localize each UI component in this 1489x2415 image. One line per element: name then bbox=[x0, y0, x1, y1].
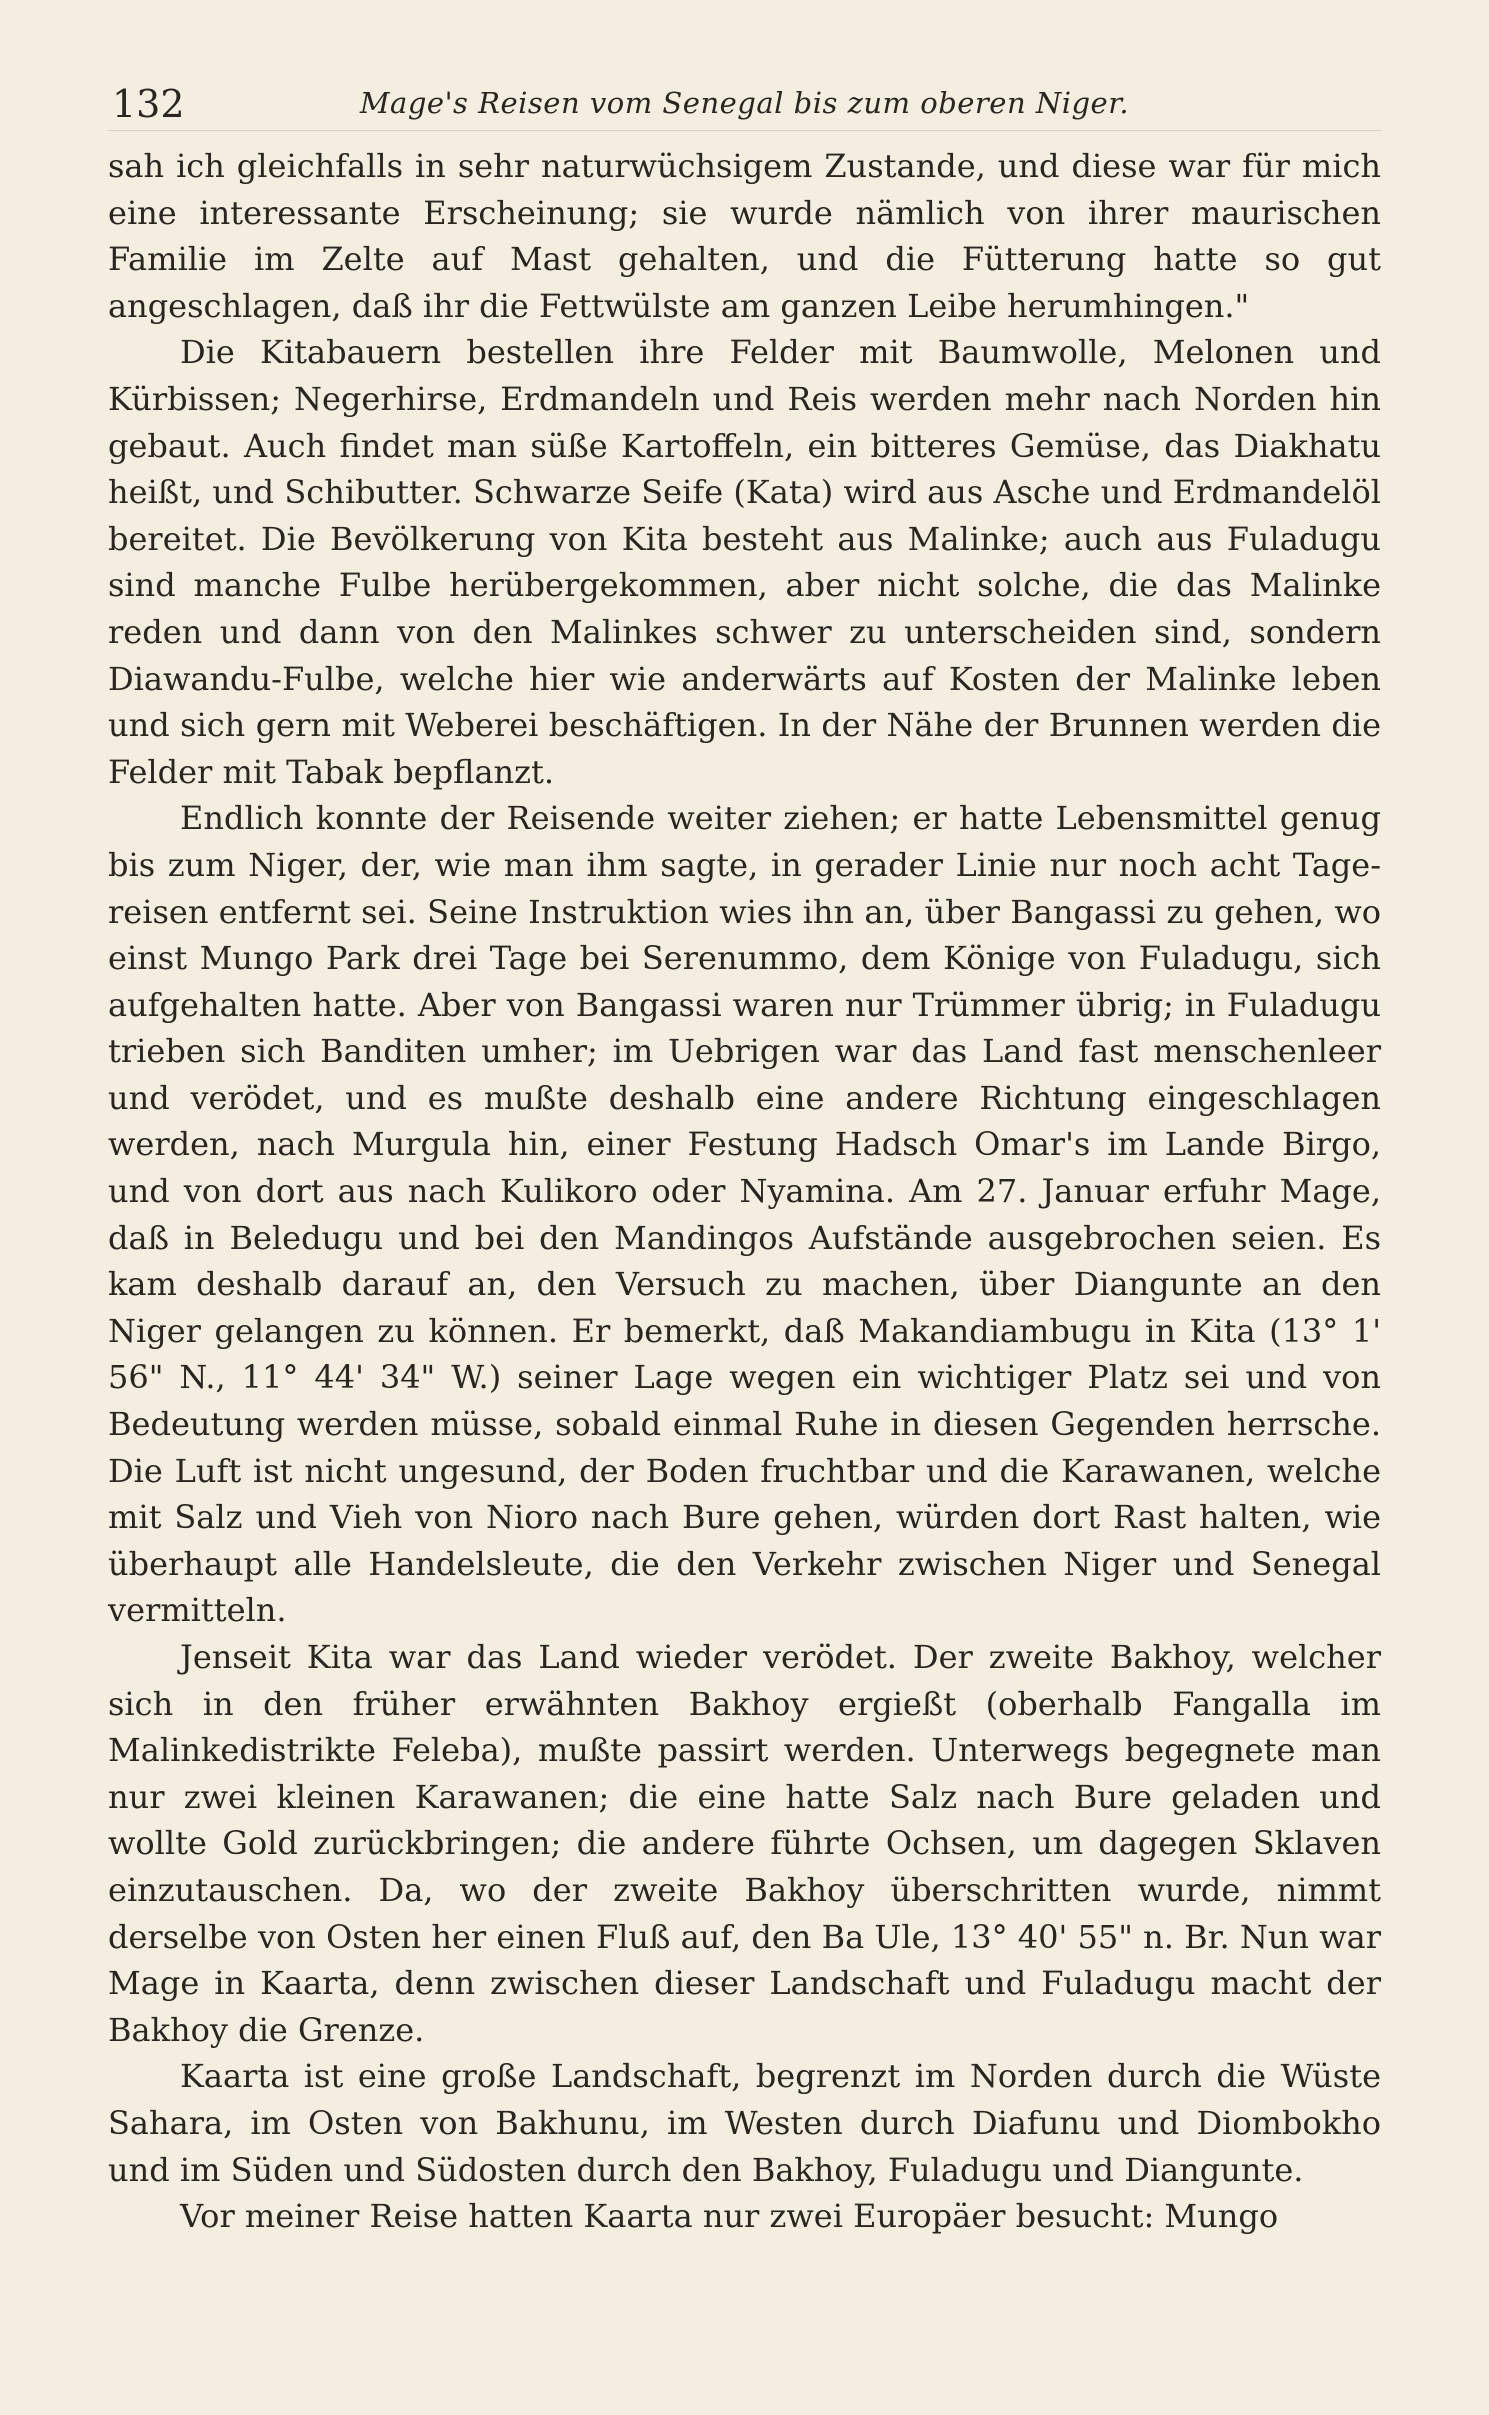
paragraph-1: sah ich gleichfalls in sehr naturwüchsigem Zustande, und diese war für mich eine interessante Erscheinung; sie wurde nämlich von ihrer maurischen Familie im Zelte auf Mast gehalten, und die Fütterung hatte so gut angeschlagen, daß ihr die Fettwülste am ganzen Leibe herumhingen." bbox=[108, 147, 1381, 325]
page-header bbox=[108, 72, 1381, 131]
paragraph-5: Kaarta ist eine große Landschaft, begrenzt im Norden durch die Wüste Sahara, im Osten von Bakhunu, im Westen durch Diafunu und Diombokho und im Süden und Südosten durch den Bakhoy, Fuladugu und Diangunte. bbox=[108, 2057, 1381, 2189]
paragraph-2: Die Kitabauern bestellen ihre Felder mit Baumwolle, Melonen und Kürbissen; Negerhirse, Erdmandeln und Reis werden mehr nach Norden hin gebaut. Auch findet man süße Kartoffeln, ein bitteres Gemüse, das Diakhatu heißt, und Schibutter. Schwarze Seife (Kata) wird aus Asche und Erdmandelöl bereitet. Die Bevölkerung von Kita besteht aus Malinke; auch aus Fuladugu sind manche Fulbe herübergekommen, aber nicht solche, die das Malinke reden und dann von den Malinkes schwer zu unterscheiden sind, sondern Diawandu-Fulbe, welche hier wie anderwärts auf Kosten der Malinke leben und sich gern mit Weberei beschäftigen. In der Nähe der Brunnen werden die Felder mit Tabak bepflanzt. bbox=[108, 333, 1381, 791]
paragraph-4: Jenseit Kita war das Land wieder verödet. Der zweite Bakhoy, welcher sich in den früher erwähnten Bakhoy ergießt (oberhalb Fangalla im Malinkedistrikte Feleba), mußte passirt werden. Unterwegs begegnete man nur zwei kleinen Karawanen; die eine hatte Salz nach Bure geladen und wollte Gold zurückbringen; die andere führte Ochsen, um dagegen Sklaven einzutauschen. Da, wo der zweite Bakhoy überschritten wurde, nimmt derselbe von Osten her einen Fluß auf, den Ba Ule, 13° 40' 55" n. Br. Nun war Mage in Kaarta, denn zwischen dieser Landschaft und Fuladugu macht der Bakhoy die Grenze. bbox=[108, 1638, 1381, 2049]
paragraph-3: Endlich konnte der Reisende weiter ziehen; er hatte Lebensmittel genug bis zum Niger, der, wie man ihm sagte, in gerader Linie nur noch acht Tagereisen entfernt sei. Seine Instruktion wies ihn an, über Bangassi zu gehen, wo einst Mungo Park drei Tage bei Serenummo, dem Könige von Fuladugu, sich aufgehalten hatte. Aber von Bangassi waren nur Trümmer übrig; in Fuladugu trieben sich Banditen umher; im Uebrigen war das Land fast menschenleer und verödet, und es mußte deshalb eine andere Richtung eingeschlagen werden, nach Murgula hin, einer Festung Hadsch Omar's im Lande Birgo, und von dort aus nach Kulikoro oder Nyamina. Am 27. Januar erfuhr Mage, daß in Beledugu und bei den Mandingos Aufstände ausgebrochen seien. Es kam deshalb darauf an, den Versuch zu machen, über Diangunte an den Niger gelangen zu können. Er bemerkt, daß Makandiambugu in Kita (13° 1' 56" N., 11° 44' 34" W.) seiner Lage wegen ein wichtiger Platz sei und von Bedeutung werden müsse, sobald einmal Ruhe in diesen Gegenden herrsche. Die Luft ist nicht ungesund, der Boden fruchtbar und die Karawanen, welche mit Salz und Vieh von Nioro nach Bure gehen, würden dort Rast halten, wie überhaupt alle Handelsleute, die den Verkehr zwischen Niger und Senegal vermitteln. bbox=[108, 799, 1381, 1630]
body-text bbox=[108, 143, 1381, 2240]
paragraph-6: Vor meiner Reise hatten Kaarta nur zwei Europäer besucht: Mungo bbox=[180, 2197, 1279, 2236]
running-title: Mage's Reisen vom Senegal bis zum oberen Niger. bbox=[359, 86, 1130, 120]
page-number: 132 bbox=[112, 82, 185, 126]
